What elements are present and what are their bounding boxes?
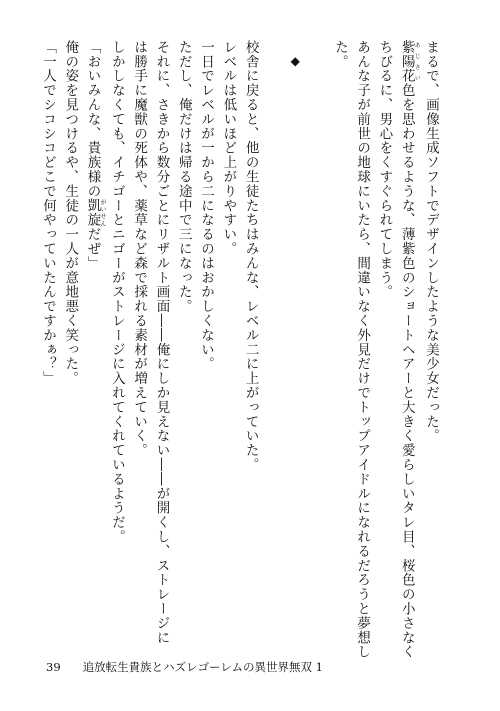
ajisai-ruby: あじさい bbox=[413, 40, 421, 84]
dialogue-prefix: 「おいみんな、貴族様の bbox=[84, 40, 101, 199]
page-number: 39 bbox=[46, 660, 61, 674]
gaisen-base: 凱旋 bbox=[84, 198, 101, 228]
dialogue-line bbox=[81, 40, 105, 640]
book-title: 追放転生貴族とハズレゴーレムの異世界無双 1 bbox=[82, 660, 323, 674]
text-line: は勝手に魔獣の死体や、薬草など森で採れる素材が増えていく。 bbox=[131, 40, 148, 458]
diamond-icon: ◆ bbox=[288, 54, 303, 69]
dialogue-suffix: だぜ」 bbox=[84, 227, 101, 271]
text-line: あんな子が前世の地球にいたら、間違いなく外見だけでトップアイドルになれるだろうと夢想し bbox=[354, 40, 371, 660]
text-line: 校舎に戻ると、他の生徒たちはみんな、レベル二に上がっていた。 bbox=[242, 40, 259, 472]
blank-line bbox=[306, 40, 328, 640]
text-line: それに、さきから数分ごとにリザルト画面――俺にしか見えない――が開くし、ストレージに bbox=[153, 40, 170, 645]
text-line: ただし、俺だけは帰る途中で三になった。 bbox=[175, 40, 192, 314]
page-footer bbox=[46, 659, 323, 675]
gaisen-ruby: がいせん bbox=[99, 198, 107, 228]
ajisai-base: 紫陽花 bbox=[398, 40, 415, 84]
text-line: しかしなくても、イチゴーとニゴーがストレージに入れてくれているようだ。 bbox=[108, 40, 125, 544]
text-line: た。 bbox=[331, 40, 348, 69]
ruby-ajisai bbox=[398, 40, 421, 84]
text-line: 一日でレベルが一から二になるのはおかしくない。 bbox=[198, 40, 215, 372]
text-line: レベルは低いほど上がりやすい。 bbox=[220, 40, 237, 256]
text-line: ちびるに、男心をくすぐられてしまう。 bbox=[376, 40, 393, 300]
text-line: 俺の姿を見つけるや、生徒の一人が意地悪く笑った。 bbox=[62, 40, 79, 386]
ruby-gaisen bbox=[84, 198, 107, 228]
text-line-ajisai bbox=[395, 40, 421, 660]
dialogue-line: 「一人でシコシコどこで何やっていたんですかぁ？」 bbox=[39, 40, 56, 386]
novel-text-body bbox=[39, 40, 442, 660]
text-line-rest: 色を思わせるような、薄紫色のショートヘアーと大きく愛らしいタレ目、桜色の小さなく bbox=[398, 83, 415, 660]
blank-line bbox=[262, 40, 284, 640]
text-line: まるで、画像生成ソフトでデザインしたような美少女だった。 bbox=[423, 40, 439, 444]
section-break bbox=[284, 40, 306, 640]
